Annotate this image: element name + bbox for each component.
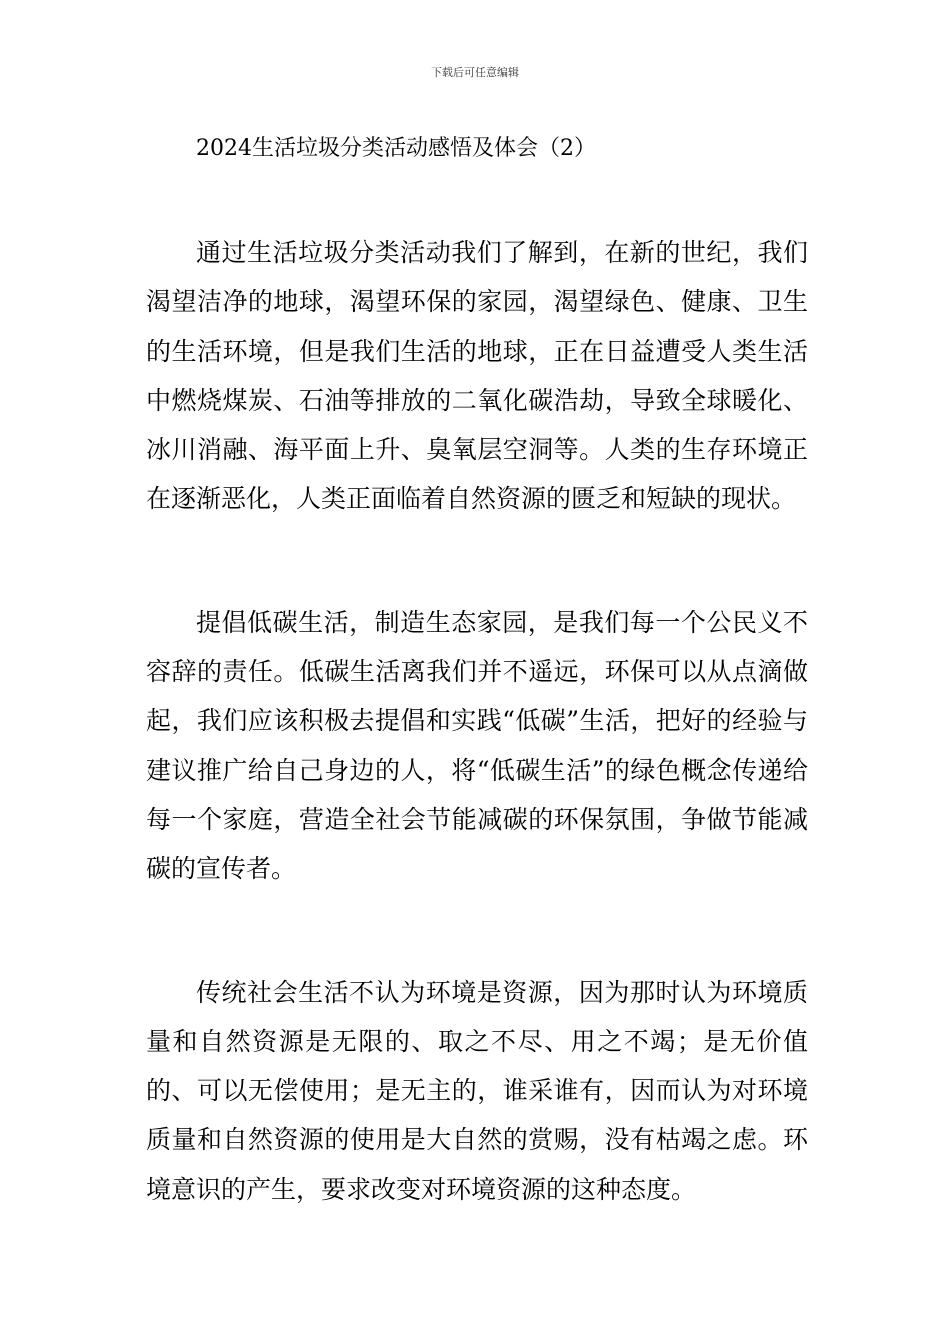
document-title: 2024生活垃圾分类活动感悟及体会（2） [196,136,596,161]
paragraph-2: 提倡低碳生活，制造生态家园，是我们每一个公民义不容辞的责任。低碳生活离我们并不遥远，环保可以从点滴做起，我们应该积极去提倡和实践“低碳”生活，把好的经验与建议推广给自己身边的人，将“低碳生活”的绿色概念传递给每一个家庭，营造全社会节能减碳的环保氛围，争做节能减碳的宣传者。 [146,607,808,884]
paragraph-3: 传统社会生活不认为环境是资源，因为那时认为环境质量和自然资源是无限的、取之不尽、用之不竭；是无价值的、可以无偿使用；是无主的，谁采谁有，因而认为对环境质量和自然资源的使用是大自然的赏赐，没有枯竭之虑。环境意识的产生，要求改变对环境资源的这种态度。 [146,977,808,1204]
page-header: 下载后可任意编辑 [431,66,519,79]
paragraph-1: 通过生活垃圾分类活动我们了解到，在新的世纪，我们渴望洁净的地球，渴望环保的家园，渴望绿色、健康、卫生的生活环境，但是我们生活的地球，正在日益遭受人类生活中燃烧煤炭、石油等排放的二氧化碳浩劫，导致全球暖化、冰川消融、海平面上升、臭氧层空洞等。人类的生存环境正在逐渐恶化，人类正面临着自然资源的匮乏和短缺的现状。 [146,238,808,514]
document-body [146,228,808,1288]
